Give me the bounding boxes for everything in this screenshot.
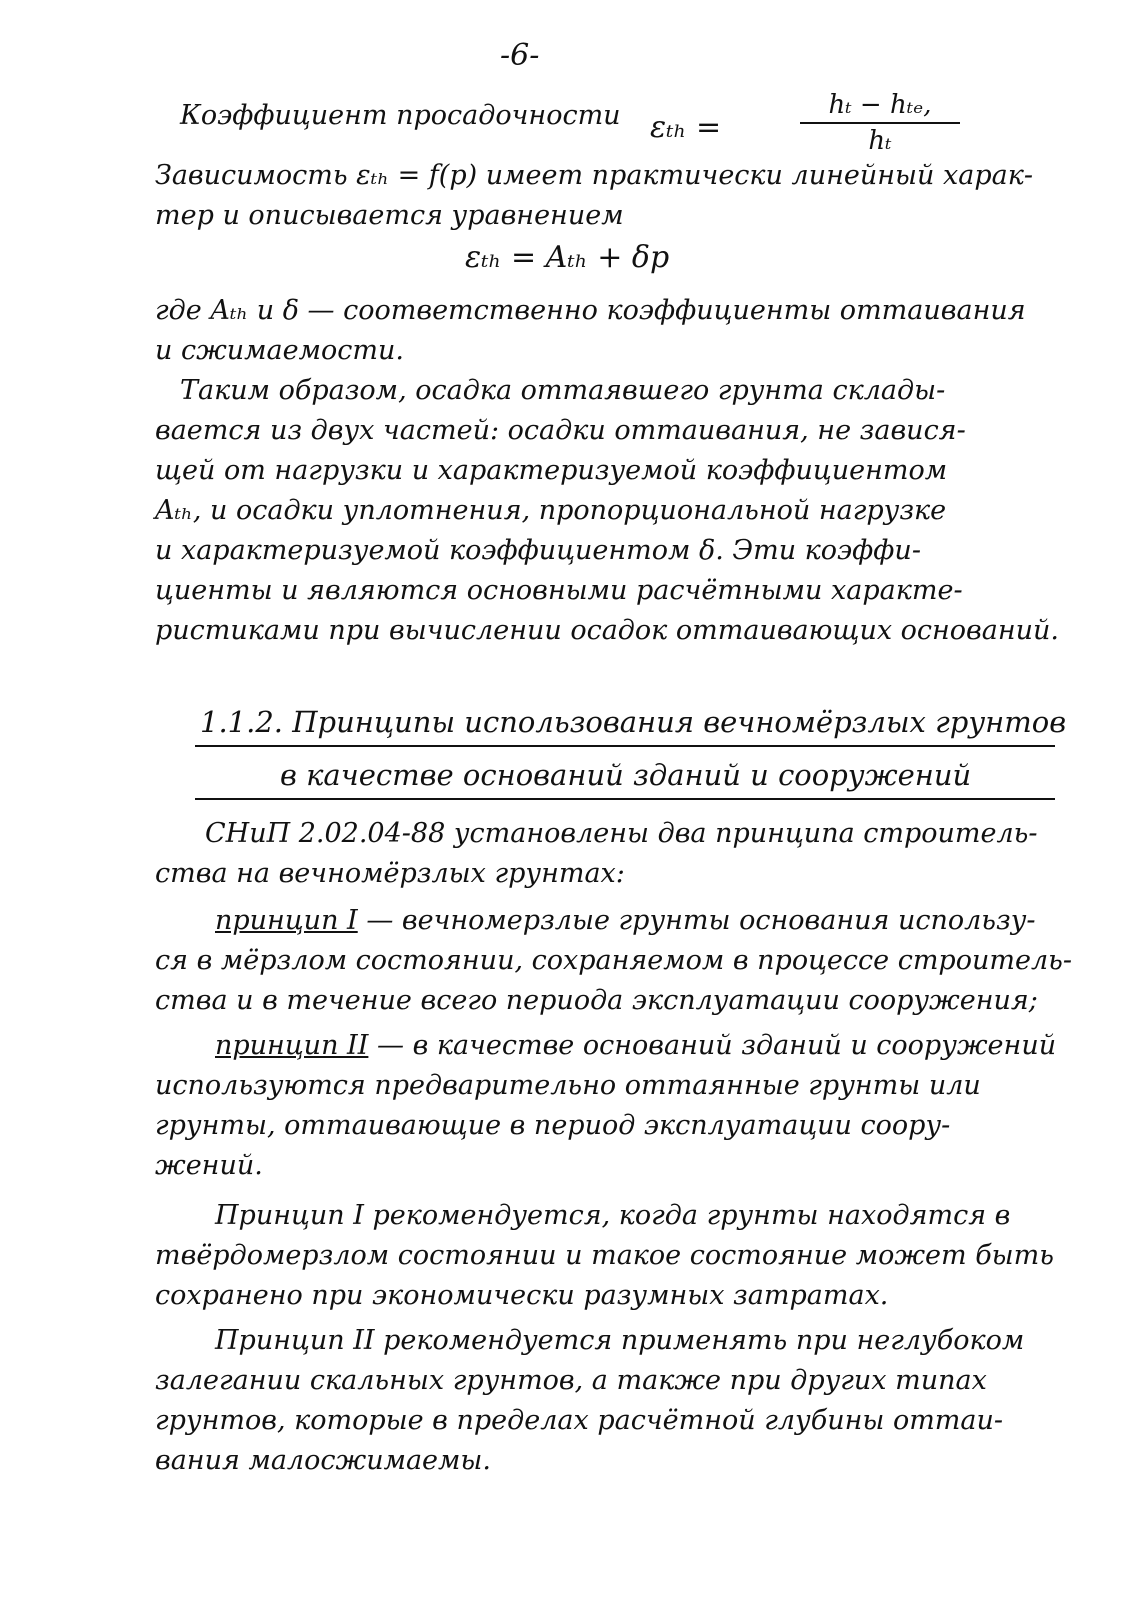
section-title-line2: в качестве оснований зданий и сооружений: [280, 758, 972, 792]
settlement-coefficient-fraction: [800, 90, 960, 156]
principle2-text: — в качестве оснований зданий и сооружений: [376, 1030, 1057, 1061]
fraction-denominator: hₜ: [868, 126, 892, 156]
p1-line5: и сжимаемости.: [155, 335, 404, 366]
p4-line: Принцип I рекомендуется, когда грунты находятся в: [215, 1200, 1011, 1231]
settlement-equation: εₜₕ = Aₜₕ + δp: [465, 240, 670, 275]
p2-line: и характеризуемой коэффициентом δ. Эти коэффи-: [155, 535, 921, 566]
principle1-line: ся в мёрзлом состоянии, сохраняемом в процессе строитель-: [155, 945, 1072, 976]
section-number: 1.1.2.: [200, 705, 284, 739]
p2-line: Aₜₕ, и осадки уплотнения, пропорциональной нагрузке: [155, 495, 947, 526]
heading-underline-1: [195, 745, 1055, 747]
p4-line: твёрдомерзлом состоянии и такое состояние может быть: [155, 1240, 1054, 1271]
principle2-line: грунты, оттаивающие в период эксплуатации соору-: [155, 1110, 951, 1141]
principle1-line: ства и в течение всего периода эксплуатации сооружения;: [155, 985, 1038, 1016]
section-heading-line1: [200, 705, 1066, 739]
p5-line: вания малосжимаемы.: [155, 1445, 491, 1476]
page-number: -6-: [500, 38, 540, 73]
p1-line2: Зависимость εₜₕ = f(p) имеет практически линейный харак-: [155, 160, 1033, 191]
p2-line: ристиками при вычислении осадок оттаивающих оснований.: [155, 615, 1060, 646]
principle2-label: принцип II: [215, 1030, 369, 1061]
principle2-first-line: [215, 1030, 1056, 1061]
principle1-text: — вечномерзлые грунты основания использу-: [366, 905, 1036, 936]
principle1-first-line: [215, 905, 1036, 936]
p2-line: циенты и являются основными расчётными характе-: [155, 575, 963, 606]
p3-line: СНиП 2.02.04-88 установлены два принципа строитель-: [205, 818, 1038, 849]
p1-line4: где Aₜₕ и δ — соответственно коэффициенты оттаивания: [155, 295, 1026, 326]
p1-line1-text: Коэффициент просадочности: [180, 100, 621, 131]
p1-line1-symbol: εₜₕ =: [650, 110, 722, 145]
section-title-line1: Принципы использования вечномёрзлых грунтов: [292, 705, 1067, 739]
p5-line: залегании скальных грунтов, а также при других типах: [155, 1365, 987, 1396]
p5-line: Принцип II рекомендуется применять при неглубоком: [215, 1325, 1025, 1356]
p1-line3: тер и описывается уравнением: [155, 200, 624, 231]
p2-line: Таким образом, осадка оттаявшего грунта склады-: [180, 375, 946, 406]
heading-underline-2: [195, 798, 1055, 800]
p3-line: ства на вечномёрзлых грунтах:: [155, 858, 625, 889]
principle2-line: используются предварительно оттаянные грунты или: [155, 1070, 981, 1101]
p4-line: сохранено при экономически разумных затратах.: [155, 1280, 889, 1311]
fraction-numerator: hₜ − hₜₑ,: [800, 90, 960, 124]
p2-line: щей от нагрузки и характеризуемой коэффициентом: [155, 455, 948, 486]
p2-line: вается из двух частей: осадки оттаивания, не завися-: [155, 415, 966, 446]
principle1-label: принцип I: [215, 905, 358, 936]
p5-line: грунтов, которые в пределах расчётной глубины оттаи-: [155, 1405, 1004, 1436]
principle2-line: жений.: [155, 1150, 263, 1181]
